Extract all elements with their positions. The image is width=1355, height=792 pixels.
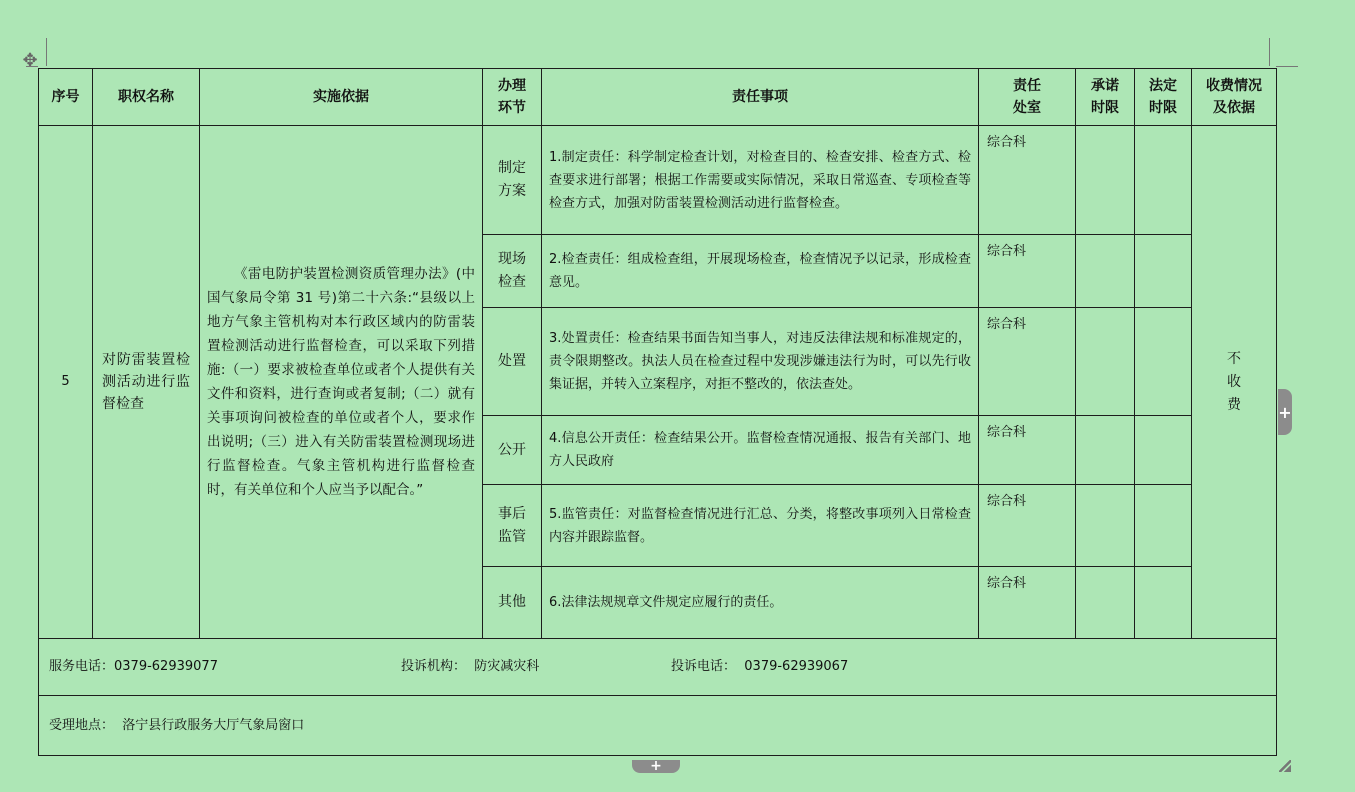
footer-contact-row: [39, 639, 1277, 696]
header-duty: 责任事项: [542, 69, 979, 126]
header-legal-time: [1135, 69, 1192, 126]
footer-contact-cell[interactable]: [39, 639, 1277, 696]
fee-char: 不: [1227, 350, 1241, 367]
header-phase-line2: 环节: [498, 100, 526, 116]
promise-time-cell[interactable]: [1076, 567, 1135, 639]
location-label: 受理地点：: [49, 717, 115, 733]
phase-cell[interactable]: [483, 235, 542, 308]
complaint-phone-value: 0379-62939067: [744, 659, 849, 674]
promise-time-cell[interactable]: [1076, 235, 1135, 308]
add-row-button[interactable]: [632, 760, 680, 773]
duty-cell[interactable]: 6.法律法规规章文件规定应履行的责任。: [542, 567, 979, 639]
duty-table: [38, 68, 1277, 756]
record-seq[interactable]: 5: [39, 126, 93, 639]
table-row: [39, 126, 1277, 235]
complaint-org-value: 防灾减灾科: [474, 659, 540, 674]
move-icon: ✥: [22, 49, 38, 71]
header-phase: [483, 69, 542, 126]
phase-cell[interactable]: [483, 126, 542, 235]
promise-time-cell[interactable]: [1076, 485, 1135, 567]
add-column-button[interactable]: [1278, 389, 1292, 435]
office-cell[interactable]: 综合科: [979, 485, 1076, 567]
location-value: 洛宁县行政服务大厅气象局窗口: [122, 717, 305, 733]
office-cell[interactable]: 综合科: [979, 308, 1076, 416]
margin-corner-mark: [36, 38, 47, 66]
office-cell[interactable]: 综合科: [979, 416, 1076, 485]
legal-time-cell[interactable]: [1135, 126, 1192, 235]
legal-time-cell[interactable]: [1135, 567, 1192, 639]
office-cell[interactable]: 综合科: [979, 235, 1076, 308]
promise-time-cell[interactable]: [1076, 308, 1135, 416]
complaint-phone-label: 投诉电话：: [671, 659, 737, 674]
header-row: [39, 69, 1277, 126]
phase-line1: 处置: [498, 353, 526, 369]
header-seq: 序号: [39, 69, 93, 126]
header-promise-line1: 承诺: [1091, 78, 1119, 94]
phase-line1: 其他: [498, 594, 526, 610]
phase-cell[interactable]: [483, 308, 542, 416]
phase-cell[interactable]: [483, 567, 542, 639]
fee-char: 收: [1227, 373, 1241, 390]
phase-cell[interactable]: [483, 416, 542, 485]
complaint-phone: [671, 656, 848, 678]
plus-icon: +: [1278, 402, 1292, 422]
promise-time-cell[interactable]: [1076, 416, 1135, 485]
service-phone-label: 服务电话：: [49, 659, 115, 674]
promise-time-cell[interactable]: [1076, 126, 1135, 235]
fee-cell[interactable]: [1192, 126, 1277, 639]
legal-time-cell[interactable]: [1135, 308, 1192, 416]
office-cell[interactable]: 综合科: [979, 567, 1076, 639]
plus-icon: +: [650, 758, 662, 774]
margin-corner-mark: [26, 66, 38, 67]
header-fee-line2: 及依据: [1213, 100, 1255, 116]
header-fee-line1: 收费情况: [1206, 78, 1262, 94]
header-name: 职权名称: [93, 69, 200, 126]
margin-corner-mark: [1269, 38, 1280, 66]
margin-corner-mark: [1276, 66, 1298, 67]
phase-line1: 制定: [498, 160, 526, 176]
footer-location-cell[interactable]: [39, 696, 1277, 756]
header-basis: 实施依据: [200, 69, 483, 126]
legal-time-cell[interactable]: [1135, 416, 1192, 485]
phase-line1: 事后: [498, 505, 526, 522]
header-phase-line1: 办理: [498, 78, 526, 94]
footer-location-row: [39, 696, 1277, 756]
header-legal-line1: 法定: [1149, 78, 1177, 94]
complaint-org: [401, 656, 671, 678]
service-phone: [49, 656, 401, 678]
phase-line2: 检查: [498, 274, 526, 290]
duty-cell[interactable]: 2.检查责任：组成检查组，开展现场检查，检查情况予以记录，形成检查意见。: [542, 235, 979, 308]
header-office-line1: 责任: [1013, 78, 1041, 94]
table-resize-handle[interactable]: [1279, 760, 1291, 772]
header-office-line2: 处室: [1013, 100, 1041, 116]
complaint-org-label: 投诉机构：: [401, 659, 467, 674]
duty-cell[interactable]: 1.制定责任：科学制定检查计划，对检查目的、检查安排、检查方式、检查要求进行部署；根据工作需要或实际情况，采取日常巡查、专项检查等检查方式，加强对防雷装置检测活动进行监督检查。: [542, 126, 979, 235]
record-name[interactable]: 对防雷装置检测活动进行监督检查: [93, 126, 200, 639]
duty-cell[interactable]: 5.监管责任：对监督检查情况进行汇总、分类，将整改事项列入日常检查内容并跟踪监督。: [542, 485, 979, 567]
duty-cell[interactable]: 4.信息公开责任：检查结果公开。监督检查情况通报、报告有关部门、地方人民政府: [542, 416, 979, 485]
header-promise-line2: 时限: [1091, 100, 1119, 116]
phase-line1: 公开: [498, 441, 526, 458]
legal-time-cell[interactable]: [1135, 235, 1192, 308]
duty-cell[interactable]: 3.处置责任：检查结果书面告知当事人，对违反法律法规和标准规定的，责令限期整改。执法人员在检查过程中发现涉嫌违法行为时，可以先行收集证据，并转入立案程序，对拒不整改的，依法查处。: [542, 308, 979, 416]
record-basis[interactable]: [200, 126, 483, 639]
phase-line2: 监管: [498, 528, 526, 545]
phase-cell[interactable]: [483, 485, 542, 567]
phase-line2: 方案: [498, 183, 526, 199]
fee-char: 费: [1227, 396, 1241, 413]
office-cell[interactable]: 综合科: [979, 126, 1076, 235]
header-promise-time: [1076, 69, 1135, 126]
header-legal-line2: 时限: [1149, 100, 1177, 116]
header-office: [979, 69, 1076, 126]
header-fee: [1192, 69, 1277, 126]
service-phone-value: 0379-62939077: [114, 659, 218, 674]
legal-time-cell[interactable]: [1135, 485, 1192, 567]
phase-line1: 现场: [498, 251, 526, 267]
record-basis-text: 《雷电防护装置检测资质管理办法》(中国气象局令第 31 号)第二十六条:“县级以上地方气象主管机构对本行政区域内的防雷装置检测活动进行监督检查，可以采取下列措施:（一）要求被检查单位或者个人提供有关文件和资料，进行查询或者复制;（二）就有关事项询问被检查的单位或者个人，要求作出说明;（三）进入有关防雷装置检测现场进行监督检查。气象主管机构进行监督检查时，有关单位和个人应当予以配合。”: [207, 266, 475, 498]
